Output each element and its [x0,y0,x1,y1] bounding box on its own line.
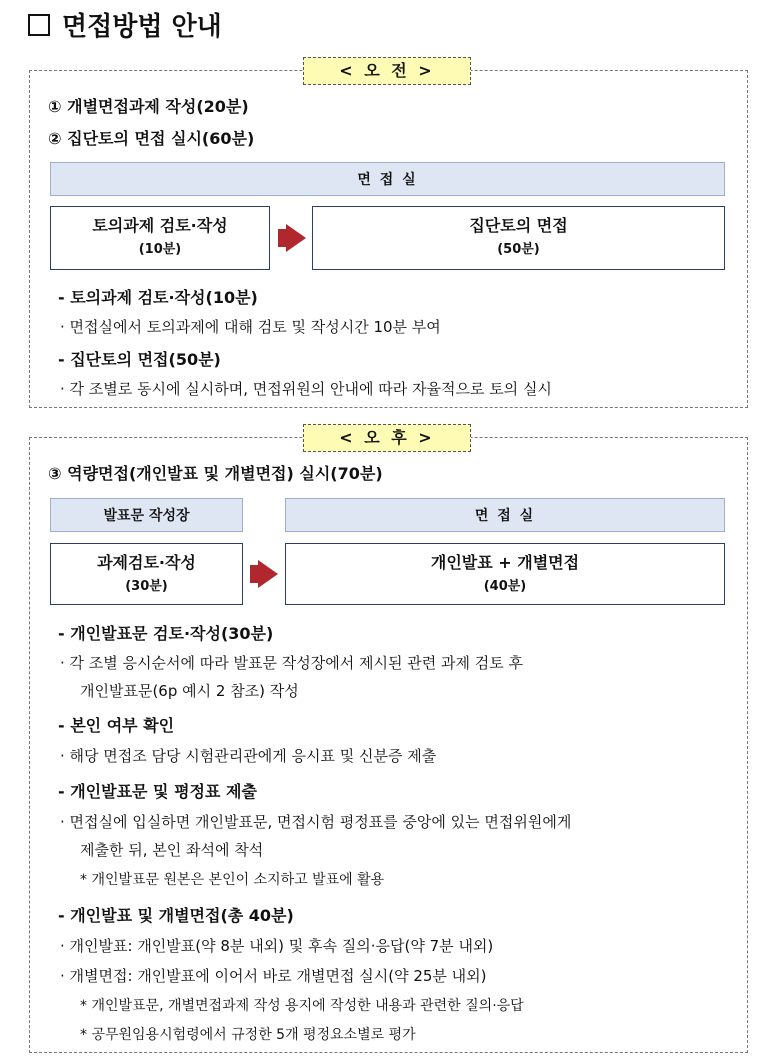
afternoon-item: ③ 역량면접(개인발표 및 개별면접) 실시(70분) [48,464,383,483]
morning-sub2-heading: - 집단토의 면접(50분) [58,350,221,369]
afternoon-sub3-note: * 개인발표문 원본은 본인이 소지하고 발표에 활용 [80,872,385,888]
afternoon-sub4-desc1: · 개인발표: 개인발표(약 8분 내외) 및 후속 질의·응답(약 7분 내외) [60,937,494,955]
afternoon-sub4-note2: * 공무원임용시험령에서 규정한 5개 평정요소별로 평가 [80,1027,416,1043]
afternoon-sub4-heading: - 개인발표 및 개별면접(총 40분) [58,906,294,925]
morning-item-2: ② 집단토의 면접 실시(60분) [48,129,255,148]
morning-room-header: 면 접 실 [50,162,725,196]
afternoon-tag: < 오 후 > [303,424,471,452]
morning-step2-box [312,206,725,270]
afternoon-sub3-desc2: 제출한 뒤, 본인 좌석에 착석 [80,841,264,859]
afternoon-sub1-heading: - 개인발표문 검토·작성(30분) [58,624,274,643]
afternoon-right-header: 면 접 실 [285,498,725,532]
arrow-right-icon [278,224,306,252]
afternoon-sub1-desc1: · 각 조별 응시순서에 따라 발표문 작성장에서 제시된 관련 과제 검토 후 [60,654,523,672]
checkbox-square-icon [28,14,50,36]
arrow-right-icon [250,560,278,588]
afternoon-step1-title: 과제검토·작성 [97,553,196,572]
afternoon-sub4-note1: * 개인발표문, 개별면접과제 작성 용지에 작성한 내용과 관련한 질의·응답 [80,998,524,1014]
afternoon-step1-time: (30분) [125,579,168,594]
page-title [28,6,222,43]
afternoon-sub2-heading: - 본인 여부 확인 [58,716,175,735]
afternoon-sub2-desc: · 해당 면접조 담당 시험관리관에게 응시표 및 신분증 제출 [60,747,437,765]
afternoon-step2-title: 개인발표 + 개별면접 [430,553,580,572]
afternoon-sub3-heading: - 개인발표문 및 평정표 제출 [58,782,257,801]
morning-sub1-heading: - 토의과제 검토·작성(10분) [58,288,258,307]
morning-step2-title: 집단토의 면접 [469,216,568,235]
morning-tag: < 오 전 > [303,57,471,85]
morning-item-1: ① 개별면접과제 작성(20분) [48,97,249,116]
afternoon-sub3-desc1: · 면접실에 입실하면 개인발표문, 면접시험 평정표를 중앙에 있는 면접위원에게 [60,813,572,831]
morning-sub1-desc: · 면접실에서 토의과제에 대해 검토 및 작성시간 10분 부여 [60,318,441,336]
morning-step2-time: (50분) [497,242,540,257]
morning-step1-title: 토의과제 검토·작성 [92,216,228,235]
afternoon-step2-box [285,543,725,605]
afternoon-sub1-desc2: 개인발표문(6p 예시 2 참조) 작성 [80,682,299,700]
morning-sub2-desc: · 각 조별로 동시에 실시하며, 면접위원의 안내에 따라 자율적으로 토의 실시 [60,380,552,398]
morning-step1-time: (10분) [138,242,182,257]
afternoon-step1-box [50,543,243,605]
morning-step1-box [50,206,270,270]
afternoon-step2-time: (40분) [483,579,527,594]
afternoon-left-header: 발표문 작성장 [50,498,243,532]
afternoon-sub4-desc2: · 개별면접: 개인발표에 이어서 바로 개별면접 실시(약 25분 내외) [60,967,487,985]
page-title-text: 면접방법 안내 [62,12,222,42]
